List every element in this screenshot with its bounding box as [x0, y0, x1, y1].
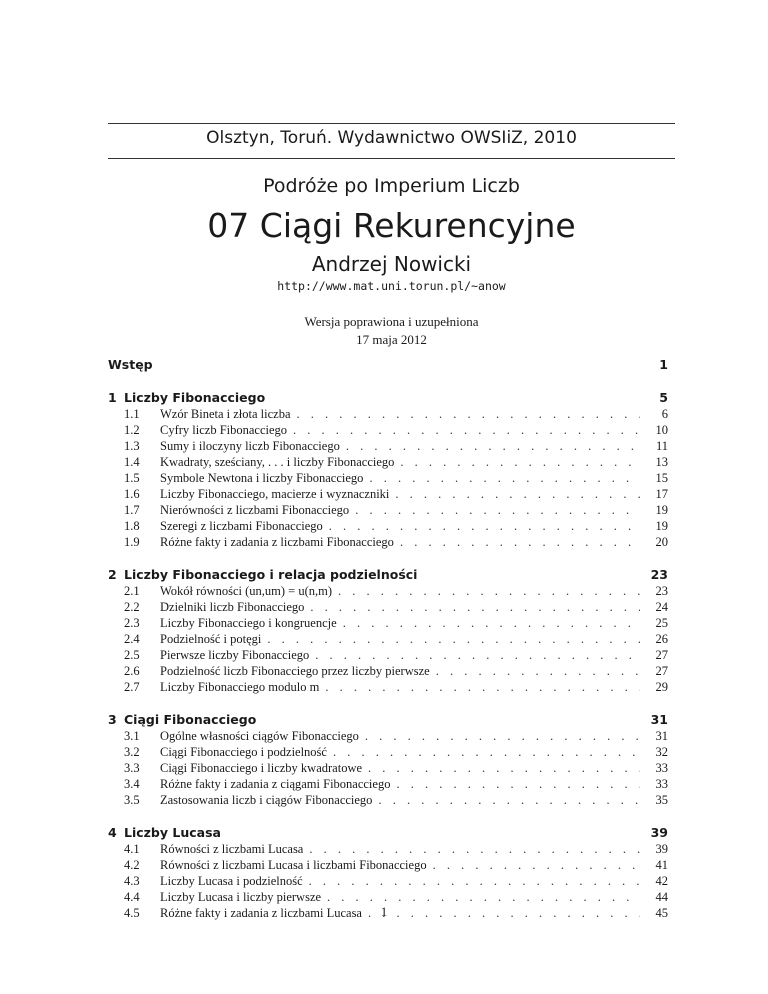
- toc-chapter[interactable]: [108, 567, 668, 583]
- toc-section[interactable]: [108, 744, 668, 760]
- toc-chapter[interactable]: [108, 390, 668, 406]
- toc-leader: [160, 583, 640, 599]
- toc-section-label: Podzielność i potęgi: [160, 631, 267, 647]
- toc-chapter-label: Ciągi Fibonacciego: [124, 712, 257, 727]
- version-date: 17 maja 2012: [356, 332, 427, 347]
- toc-section-page: 17: [655, 487, 668, 501]
- dot-leader: [378, 792, 640, 808]
- toc-leader: [160, 454, 640, 470]
- toc-section[interactable]: [108, 857, 668, 873]
- toc-section-number: 2.4: [124, 632, 140, 646]
- toc-leader: [160, 534, 640, 550]
- toc-leader: [160, 744, 640, 760]
- toc-section-number: 2.6: [124, 664, 140, 678]
- toc-chapter-number: 1: [108, 390, 117, 405]
- toc-section-number: 3.1: [124, 729, 140, 743]
- toc-section-label: Liczby Fibonacciego modulo m: [160, 679, 325, 695]
- toc-leader: [160, 841, 640, 857]
- dot-leader: [395, 486, 640, 502]
- toc-section-label: Symbole Newtona i liczby Fibonacciego: [160, 470, 369, 486]
- toc-chapter[interactable]: [108, 825, 668, 841]
- toc-section-number: 2.2: [124, 600, 140, 614]
- toc-section-page: 13: [655, 455, 668, 469]
- toc-section-number: 4.4: [124, 890, 140, 904]
- toc-leader: [160, 470, 640, 486]
- toc-section-page: 27: [655, 664, 668, 678]
- dot-leader: [329, 518, 640, 534]
- version-note: [108, 313, 675, 349]
- top-rule: [108, 123, 675, 124]
- toc-section-number: 1.9: [124, 535, 140, 549]
- toc-section[interactable]: [108, 422, 668, 438]
- toc-section-page: 20: [655, 535, 668, 549]
- toc-section-number: 1.2: [124, 423, 140, 437]
- toc-section[interactable]: [108, 454, 668, 470]
- toc-section-page: 27: [655, 648, 668, 662]
- table-of-contents: [108, 357, 668, 921]
- version-line: Wersja poprawiona i uzupełniona: [304, 314, 479, 329]
- toc-section-label: Dzielniki liczb Fibonacciego: [160, 599, 310, 615]
- dot-leader: [297, 406, 641, 422]
- toc-section-label: Ciągi Fibonacciego i podzielność: [160, 744, 333, 760]
- toc-section-label: Ogólne własności ciągów Fibonacciego: [160, 728, 365, 744]
- toc-chapter-label: Liczby Fibonacciego: [124, 390, 266, 405]
- toc-section[interactable]: [108, 776, 668, 792]
- toc-chapter-number: 3: [108, 712, 117, 727]
- dot-leader: [369, 470, 640, 486]
- toc-section-number: 1.7: [124, 503, 140, 517]
- toc-section[interactable]: [108, 486, 668, 502]
- dot-leader: [396, 776, 640, 792]
- toc-section[interactable]: [108, 518, 668, 534]
- toc-intro[interactable]: [108, 357, 668, 373]
- toc-section-label: Cyfry liczb Fibonacciego: [160, 422, 293, 438]
- toc-section-page: 33: [655, 777, 668, 791]
- toc-section-page: 19: [655, 503, 668, 517]
- toc-intro-label: Wstęp: [108, 357, 153, 372]
- toc-section[interactable]: [108, 841, 668, 857]
- toc-section[interactable]: [108, 663, 668, 679]
- toc-section[interactable]: [108, 406, 668, 422]
- toc-chapter-page: 23: [650, 567, 668, 582]
- toc-section-label: Liczby Fibonacciego, macierze i wyznaczniki: [160, 486, 395, 502]
- toc-spacer: [108, 695, 668, 712]
- toc-section-page: 26: [655, 632, 668, 646]
- toc-spacer: [108, 808, 668, 825]
- toc-section[interactable]: [108, 534, 668, 550]
- toc-section-page: 15: [655, 471, 668, 485]
- toc-leader: [160, 599, 640, 615]
- toc-section-page: 44: [655, 890, 668, 904]
- toc-section-label: Podzielność liczb Fibonacciego przez liczby pierwsze: [160, 663, 436, 679]
- toc-section[interactable]: [108, 615, 668, 631]
- dot-leader: [343, 615, 640, 631]
- series-title: Podróże po Imperium Liczb: [263, 175, 520, 197]
- dot-leader: [333, 744, 640, 760]
- toc-section-label: Kwadraty, sześciany, . . . i liczby Fibonacciego: [160, 454, 400, 470]
- page-number: 1: [380, 904, 388, 919]
- toc-leader: [160, 406, 640, 422]
- toc-section-page: 11: [655, 439, 668, 453]
- dot-leader: [309, 841, 640, 857]
- toc-leader: [160, 663, 640, 679]
- dot-leader: [433, 857, 640, 873]
- toc-section-number: 1.4: [124, 455, 140, 469]
- toc-section-page: 29: [655, 680, 668, 694]
- toc-section-number: 1.6: [124, 487, 140, 501]
- dot-leader: [400, 534, 640, 550]
- toc-section-label: Wzór Bineta i złota liczba: [160, 406, 297, 422]
- toc-section-label: Zastosowania liczb i ciągów Fibonacciego: [160, 792, 378, 808]
- toc-section-number: 2.7: [124, 680, 140, 694]
- toc-section-number: 1.8: [124, 519, 140, 533]
- book-title: 07 Ciągi Rekurencyjne: [207, 206, 576, 245]
- toc-section-label: Różne fakty i zadania z liczbami Fibonacciego: [160, 534, 400, 550]
- toc-section-label: Równości z liczbami Lucasa i liczbami Fibonacciego: [160, 857, 433, 873]
- toc-leader: [160, 857, 640, 873]
- toc-section-number: 4.1: [124, 842, 140, 856]
- dot-leader: [436, 663, 640, 679]
- dot-leader: [267, 631, 640, 647]
- toc-section-number: 3.4: [124, 777, 140, 791]
- toc-section[interactable]: [108, 631, 668, 647]
- dot-leader: [293, 422, 640, 438]
- toc-section-page: 42: [655, 874, 668, 888]
- toc-section-number: 3.3: [124, 761, 140, 775]
- toc-section-number: 4.2: [124, 858, 140, 872]
- dot-leader: [365, 728, 640, 744]
- toc-leader: [160, 760, 640, 776]
- toc-section[interactable]: [108, 873, 668, 889]
- toc-leader: [160, 518, 640, 534]
- dot-leader: [309, 873, 640, 889]
- toc-chapter-page: 39: [650, 825, 668, 840]
- toc-spacer: [108, 550, 668, 567]
- toc-section[interactable]: [108, 583, 668, 599]
- toc-section-page: 19: [655, 519, 668, 533]
- toc-section[interactable]: [108, 728, 668, 744]
- toc-section-label: Liczby Fibonacciego i kongruencje: [160, 615, 343, 631]
- toc-leader: [160, 502, 640, 518]
- toc-section-label: Liczby Lucasa i liczby pierwsze: [160, 889, 327, 905]
- toc-section-label: Różne fakty i zadania z liczbami Lucasa: [160, 905, 368, 921]
- toc-section-label: Sumy i iloczyny liczb Fibonacciego: [160, 438, 346, 454]
- toc-section-page: 10: [655, 423, 668, 437]
- dot-leader: [310, 599, 640, 615]
- toc-section[interactable]: [108, 438, 668, 454]
- bottom-rule: [108, 158, 675, 159]
- author-name: Andrzej Nowicki: [311, 252, 472, 276]
- toc-section-label: Różne fakty i zadania z ciągami Fibonacciego: [160, 776, 396, 792]
- toc-section-label: Nierówności z liczbami Fibonacciego: [160, 502, 355, 518]
- dot-leader: [315, 647, 640, 663]
- toc-leader: [160, 728, 640, 744]
- toc-section-page: 6: [661, 407, 668, 421]
- toc-leader: [160, 776, 640, 792]
- toc-section-label: Liczby Lucasa i podzielność: [160, 873, 309, 889]
- toc-section-number: 1.3: [124, 439, 140, 453]
- toc-section[interactable]: [108, 647, 668, 663]
- toc-section-number: 2.1: [124, 584, 140, 598]
- toc-leader: [160, 792, 640, 808]
- toc-section[interactable]: [108, 792, 668, 808]
- dot-leader: [400, 454, 640, 470]
- toc-section-page: 35: [655, 793, 668, 807]
- toc-section-page: 39: [655, 842, 668, 856]
- dot-leader: [368, 760, 640, 776]
- toc-section-number: 1.5: [124, 471, 140, 485]
- toc-section-page: 25: [655, 616, 668, 630]
- toc-leader: [160, 647, 640, 663]
- toc-section-number: 2.3: [124, 616, 140, 630]
- toc-leader: [160, 615, 640, 631]
- publisher-line: Olsztyn, Toruń. Wydawnictwo OWSIiZ, 2010: [206, 128, 577, 148]
- dot-leader: [346, 438, 640, 454]
- toc-chapter-page: 5: [659, 390, 668, 405]
- toc-chapter-label: Liczby Fibonacciego i relacja podzielności: [124, 567, 418, 582]
- toc-chapter-label: Liczby Lucasa: [124, 825, 221, 840]
- toc-section-label: Szeregi z liczbami Fibonacciego: [160, 518, 329, 534]
- dot-leader: [325, 679, 640, 695]
- toc-chapter-number: 4: [108, 825, 117, 840]
- author-url[interactable]: http://www.mat.uni.torun.pl/~anow: [277, 279, 506, 293]
- toc-leader: [160, 422, 640, 438]
- toc-section-page: 31: [655, 729, 668, 743]
- toc-section-number: 3.5: [124, 793, 140, 807]
- toc-section-number: 4.3: [124, 874, 140, 888]
- toc-chapter[interactable]: [108, 712, 668, 728]
- toc-section[interactable]: [108, 679, 668, 695]
- toc-chapter-page: 31: [650, 712, 668, 727]
- dot-leader: [338, 583, 640, 599]
- toc-leader: [160, 486, 640, 502]
- dot-leader: [327, 889, 640, 905]
- toc-section-number: 3.2: [124, 745, 140, 759]
- toc-section-number: 1.1: [124, 407, 140, 421]
- toc-section[interactable]: [108, 760, 668, 776]
- dot-leader: [355, 502, 640, 518]
- toc-leader: [160, 889, 640, 905]
- toc-leader: [160, 873, 640, 889]
- toc-spacer: [108, 373, 668, 390]
- toc-section[interactable]: [108, 470, 668, 486]
- toc-section[interactable]: [108, 502, 668, 518]
- toc-section-page: 32: [655, 745, 668, 759]
- toc-section-page: 23: [655, 584, 668, 598]
- toc-intro-page: 1: [659, 357, 668, 372]
- toc-leader: [160, 438, 640, 454]
- toc-section[interactable]: [108, 599, 668, 615]
- toc-section-page: 33: [655, 761, 668, 775]
- toc-section-page: 41: [655, 858, 668, 872]
- toc-section-label: Równości z liczbami Lucasa: [160, 841, 309, 857]
- toc-section-label: Ciągi Fibonacciego i liczby kwadratowe: [160, 760, 368, 776]
- toc-section-label: Wokół równości (un,um) = u(n,m): [160, 583, 338, 599]
- toc-section[interactable]: [108, 889, 668, 905]
- toc-section-number: 4.5: [124, 906, 140, 920]
- toc-chapter-number: 2: [108, 567, 117, 582]
- toc-section-page: 45: [655, 906, 668, 920]
- toc-leader: [160, 631, 640, 647]
- toc-section-label: Pierwsze liczby Fibonacciego: [160, 647, 315, 663]
- toc-leader: [160, 679, 640, 695]
- toc-section-page: 24: [655, 600, 668, 614]
- toc-section-number: 2.5: [124, 648, 140, 662]
